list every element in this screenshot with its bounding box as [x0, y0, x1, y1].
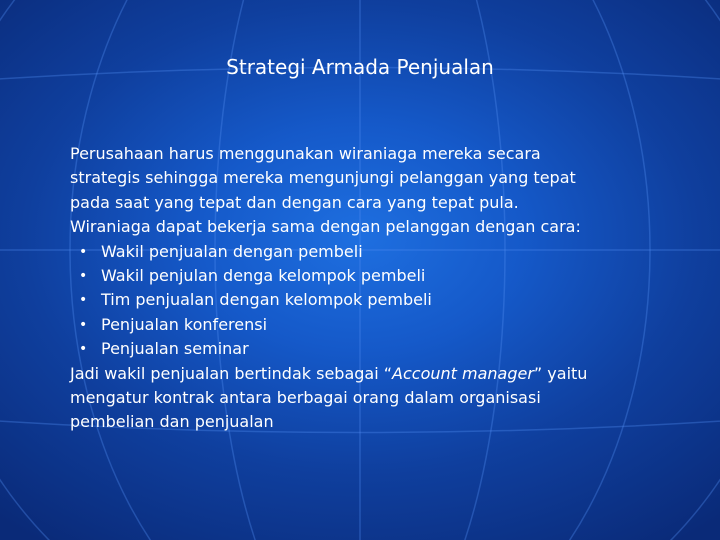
bullet-dot-icon: •	[79, 316, 88, 333]
list-item	[70, 337, 690, 361]
list-item-text: Tim penjualan dengan kelompok pembeli	[101, 290, 432, 310]
closing-paragraph	[70, 362, 690, 435]
account-manager-term: Account manager	[392, 363, 534, 383]
slide-title: Strategi Armada Penjualan	[226, 55, 494, 79]
intro-paragraph: Perusahaan harus menggunakan wiraniaga mereka secara strategis sehingga mereka mengunjungi pelanggan yang tepat pada saat yang tepat dan dengan cara yang tepat pula. Wiraniaga dapat bekerja sama dengan pelanggan dengan cara:	[70, 144, 581, 237]
list-item-text: Penjualan konferensi	[101, 314, 268, 334]
bullet-dot-icon: •	[79, 243, 88, 260]
bullet-dot-icon: •	[79, 341, 88, 358]
list-item-text: Wakil penjulan denga kelompok pembeli	[101, 266, 426, 286]
list-item	[70, 240, 690, 264]
bullet-list	[70, 240, 690, 362]
list-item-text: Penjualan seminar	[101, 339, 249, 359]
closing-text-start: Jadi wakil penjualan bertindak sebagai “	[70, 363, 393, 383]
bullet-dot-icon: •	[79, 292, 88, 309]
list-item	[70, 288, 690, 312]
list-item	[70, 264, 690, 288]
list-item	[70, 313, 690, 337]
bullet-dot-icon: •	[79, 268, 88, 285]
list-item-text: Wakil penjualan dengan pembeli	[101, 241, 363, 261]
slide-body	[70, 142, 690, 435]
closing-text-end: ” yaitu mengatur kontrak antara berbagai orang dalam organisasi pembelian dan penjualan	[70, 363, 588, 432]
